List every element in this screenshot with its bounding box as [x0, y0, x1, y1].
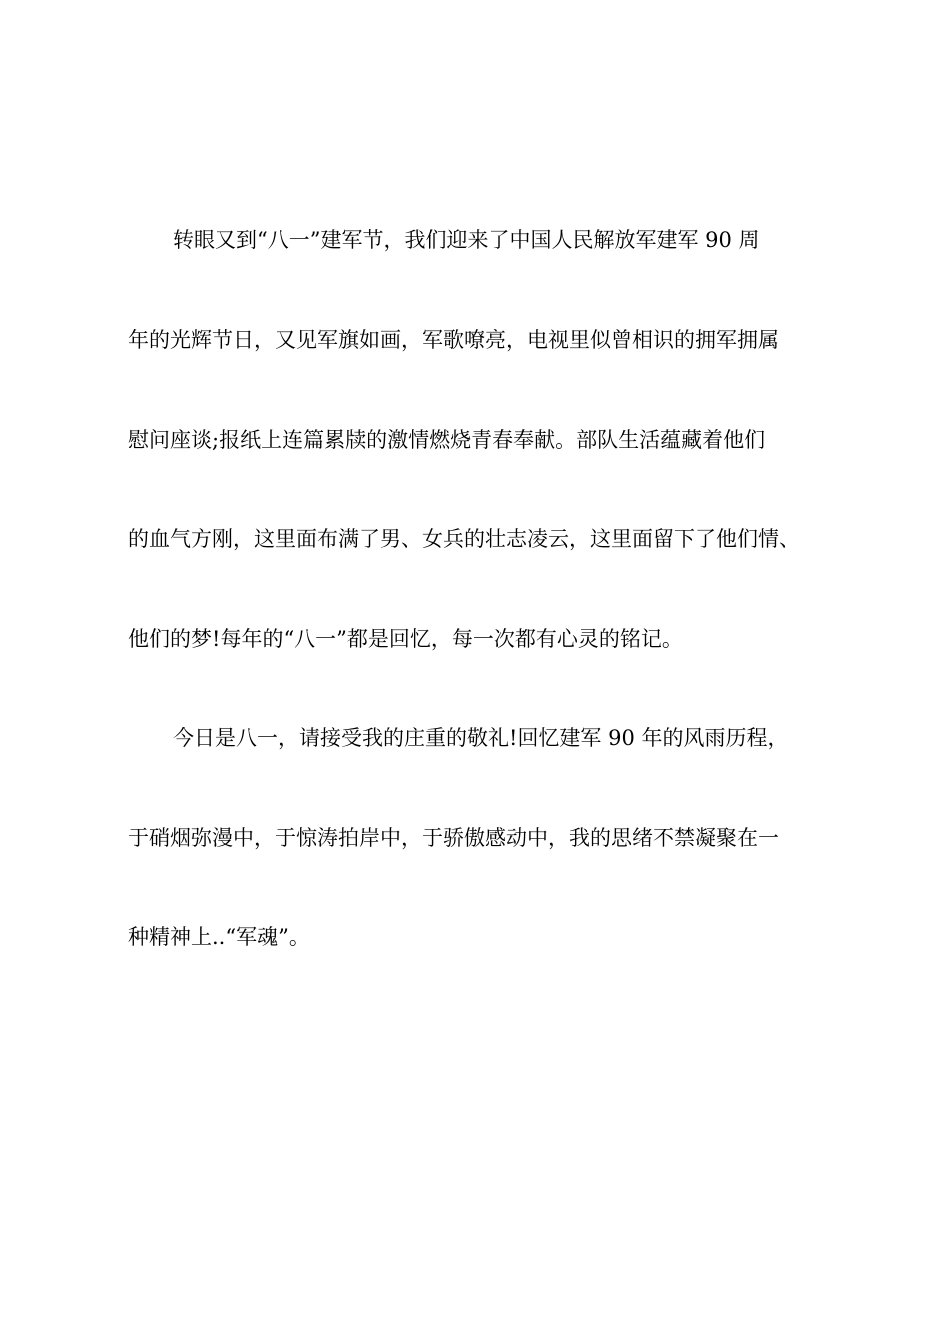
paragraph-line: 种精神上..“军魂”。 [128, 925, 310, 949]
paragraph-line: 他们的梦!每年的“八一”都是回忆，每一次都有心灵的铭记。 [128, 627, 683, 651]
paragraph-line: 年的光辉节日，又见军旗如画，军歌嘹亮，电视里似曾相识的拥军拥属 [128, 328, 779, 352]
paragraph-line: 的血气方刚，这里面布满了男、女兵的壮志凌云，这里面留下了他们情、 [128, 527, 800, 551]
paragraph-line: 于硝烟弥漫中，于惊涛拍岸中，于骄傲感动中，我的思绪不禁凝聚在一 [128, 826, 779, 850]
paragraph-line: 慰问座谈;报纸上连篇累牍的激情燃烧青春奉献。部队生活蕴藏着他们 [128, 428, 766, 452]
paragraph-line: 转眼又到“八一”建军节，我们迎来了中国人民解放军建军 90 周 [173, 228, 760, 252]
paragraph-line: 今日是八一，请接受我的庄重的敬礼!回忆建军 90 年的风雨历程， [173, 726, 789, 750]
